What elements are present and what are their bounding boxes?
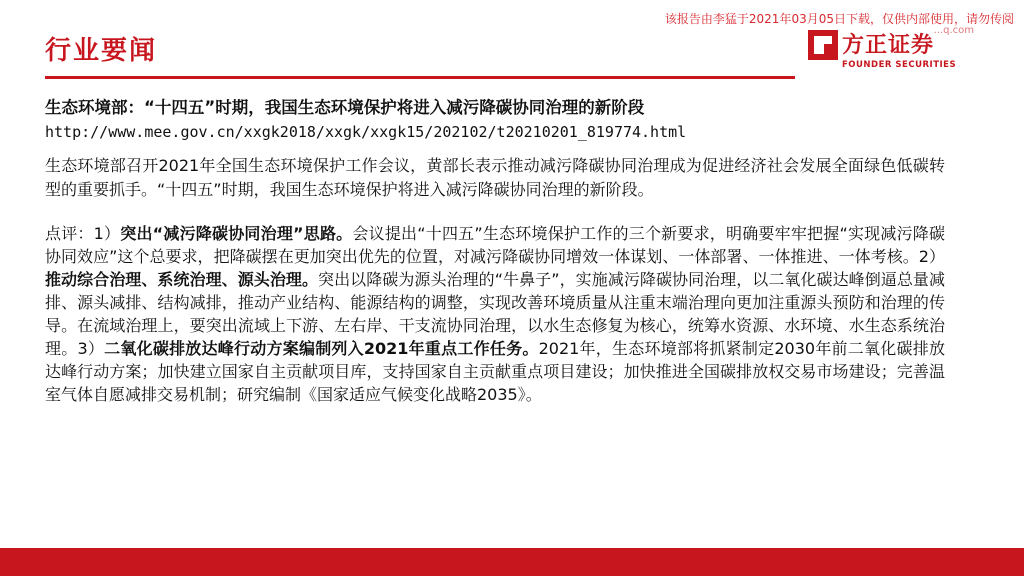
watermark-email: ...q.com	[933, 25, 974, 36]
logo-text-en: FOUNDER SECURITIES	[842, 60, 957, 70]
comment-prefix: 点评：1）	[45, 224, 121, 243]
download-watermark: 该报告由李猛于2021年03月05日下载，仅供内部使用，请勿传阅	[664, 12, 1014, 26]
comment-point-2-heading: 推动综合治理、系统治理、源头治理。	[45, 270, 319, 289]
founder-logo	[808, 26, 978, 76]
comment-point-3-text: 2021年，生态环境部将抓紧制定2030年前二氧化碳排放达峰行动方案；加快建立国家自主贡献项目库，支持国家自主贡献重点项目建设；加快推进全国碳排放权交易市场建设；完善温室气体自愿减排交易机制；研究编制《国家适应气候变化战略2035》。	[45, 339, 945, 404]
comment-point-1-text: 会议提出“十四五”生态环境保护工作的三个新要求，明确要牢牢把握“实现减污降碳协同效应”这个总要求，把降碳摆在更加突出优先的位置，对减污降碳协同增效一体谋划、一体部署、一体推进、一体考核。2）	[45, 224, 945, 266]
news-source-link[interactable]: http://www.mee.gov.cn/xxgk2018/xxgk/xxgk15/202102/t20210201_819774.html	[45, 123, 687, 141]
footer-bar	[0, 548, 1024, 576]
commentary	[45, 222, 945, 406]
main-content	[45, 96, 945, 406]
comment-point-3-heading: 二氧化碳排放达峰行动方案编制列入2021年重点工作任务。	[104, 339, 539, 358]
comment-point-2-text: 突出以降碳为源头治理的“牛鼻子”，实施减污降碳协同治理，以二氧化碳达峰倒逼总量减排、源头减排、结构减排，推动产业结构、能源结构的调整，实现改善环境质量从注重末端治理向更加注重源头预防和治理的传导。在流域治理上，要突出流域上下游、左右岸、干支流协同治理，以水生态修复为核心，统筹水资源、水环境、水生态系统治理。3）	[45, 270, 945, 358]
news-title: 生态环境部：“十四五”时期，我国生态环境保护将进入减污降碳协同治理的新阶段	[45, 98, 645, 117]
header-divider	[45, 76, 795, 79]
comment-point-1-heading: 突出“减污降碳协同治理”思路。	[120, 224, 353, 243]
logo-text-cn: 方正证券	[842, 33, 935, 58]
founder-logo-icon	[808, 30, 838, 60]
news-summary: 生态环境部召开2021年全国生态环境保护工作会议，黄部长表示推动减污降碳协同治理成为促进经济社会发展全面绿色低碳转型的重要抓手。“十四五”时期，我国生态环境保护将进入减污降碳协同治理的新阶段。	[45, 156, 945, 199]
page-title: 行业要闻	[45, 36, 158, 66]
